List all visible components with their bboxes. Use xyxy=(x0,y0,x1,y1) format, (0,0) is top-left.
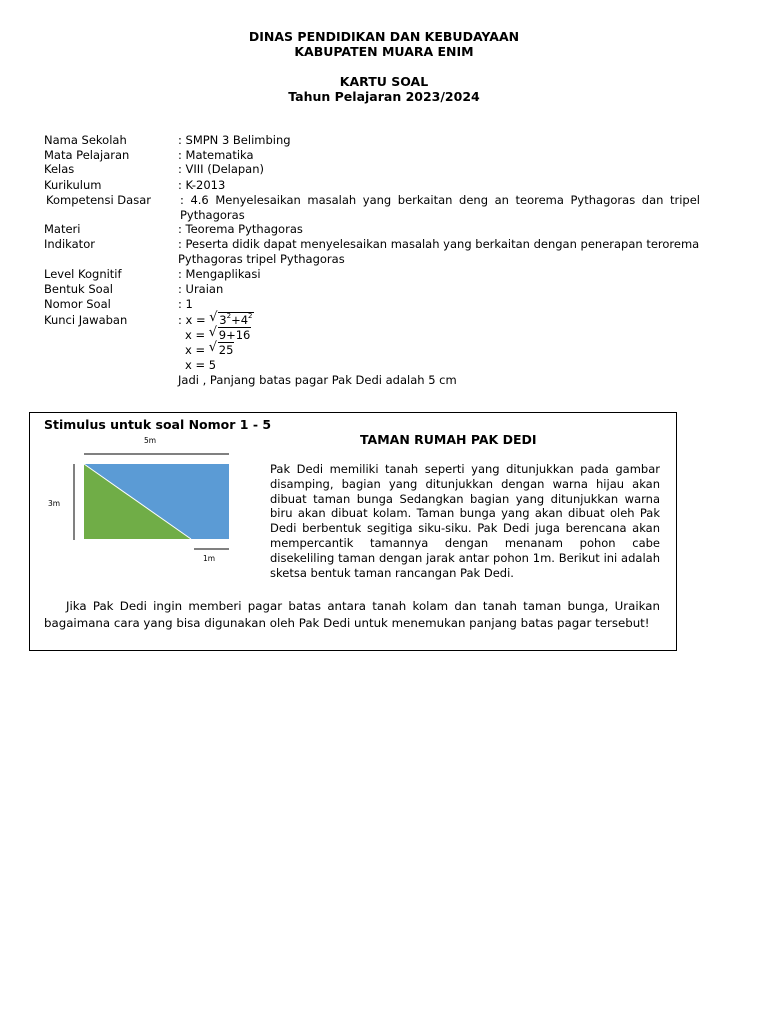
label-kurikulum: Kurikulum xyxy=(44,178,102,192)
label-kunci-jawaban: Kunci Jawaban xyxy=(44,313,128,327)
value-kelas: : VIII (Delapan) xyxy=(178,162,265,176)
answer-line-3 xyxy=(185,340,234,358)
label-level-kognitif: Level Kognitif xyxy=(44,267,122,281)
label-kompetensi-dasar: Kompetensi Dasar xyxy=(46,193,151,207)
answer-line-1-a: 3 xyxy=(219,313,227,327)
garden-sketch xyxy=(44,432,244,572)
label-bentuk-soal: Bentuk Soal xyxy=(44,282,113,296)
label-mata-pelajaran: Mata Pelajaran xyxy=(44,148,130,162)
label-kelas: Kelas xyxy=(44,162,75,176)
question-text: Jika Pak Dedi ingin memberi pagar batas antara tanah kolam dan tanah taman bunga, Uraikan bagaimana cara yang bisa digunakan oleh Pak Dedi untuk menemukan panjang batas pagar tersebut! xyxy=(44,599,660,630)
garden-diagram xyxy=(44,432,244,572)
exponent-b: 2 xyxy=(248,312,253,320)
value-bentuk-soal: : Uraian xyxy=(178,282,224,296)
answer-line-2 xyxy=(185,325,251,343)
value-level-kognitif: : Mengaplikasi xyxy=(178,267,261,281)
stimulus-title: Stimulus untuk soal Nomor 1 - 5 xyxy=(44,417,272,432)
label-nomor-soal: Nomor Soal xyxy=(44,297,111,311)
header-school-year: Tahun Pelajaran 2023/2024 xyxy=(288,89,480,104)
exponent-a: 2 xyxy=(226,312,232,320)
label-materi: Materi xyxy=(44,222,81,236)
answer-line-3-prefix: x = xyxy=(185,343,209,357)
diagram-top-label: 5m xyxy=(144,436,157,445)
answer-conclusion: Jadi , Panjang batas pagar Pak Dedi adalah 5 cm xyxy=(178,373,457,387)
answer-line-2-radicand: 9+16 xyxy=(218,328,251,342)
sqrt-icon: √ xyxy=(208,325,218,340)
value-indikator-line2: Pythagoras tripel Pythagoras xyxy=(178,252,345,266)
header-region: KABUPATEN MUARA ENIM xyxy=(294,44,474,59)
sqrt-icon: √ xyxy=(209,310,218,325)
value-nama-sekolah: : SMPN 3 Belimbing xyxy=(178,133,291,147)
answer-line-1-prefix: : x = xyxy=(178,313,210,327)
answer-line-1-plus: +4 xyxy=(231,313,249,327)
sqrt-expression-3 xyxy=(208,340,235,358)
stimulus-paragraph: Pak Dedi memiliki tanah seperti yang ditunjukkan pada gambar disamping, bagian yang ditunjukkan dengan warna hijau akan dibuat taman bunga Sedangkan bagian yang ditunjukkan warna biru akan dibuat kolam. Taman bunga yang akan dibuat oleh Pak Dedi berbentuk segitiga siku-siku. Pak Dedi juga berencana akan mempercantik tamannya dengan menanam pohon cabe disekeliling taman dengan jarak antar pohon 1m. Berikut ini adalah sketsa bentuk taman rancangan Pak Dedi. xyxy=(270,462,660,580)
value-kompetensi-dasar-line2: Pythagoras xyxy=(180,208,245,222)
answer-line-2-prefix: x = xyxy=(185,328,209,342)
answer-line-3-radicand: 25 xyxy=(218,343,234,357)
value-mata-pelajaran: : Matematika xyxy=(178,148,254,162)
sqrt-icon: √ xyxy=(208,340,218,355)
value-nomor-soal: : 1 xyxy=(178,297,193,311)
value-kurikulum: : K-2013 xyxy=(178,178,226,192)
answer-line-4: x = 5 xyxy=(185,358,217,372)
header-doc-title: KARTU SOAL xyxy=(339,74,429,89)
value-materi: : Teorema Pythagoras xyxy=(178,222,303,236)
label-indikator: Indikator xyxy=(44,237,95,251)
diagram-bottom-label: 1m xyxy=(203,554,216,563)
value-indikator-line1: : Peserta didik dapat menyelesaikan masalah yang berkaitan dengan penerapan terorema xyxy=(178,237,700,251)
value-kompetensi-dasar-line1: : 4.6 Menyelesaikan masalah yang berkaitan deng an teorema Pythagoras dan tripel xyxy=(180,193,700,207)
diagram-left-label: 3m xyxy=(48,499,61,508)
label-nama-sekolah: Nama Sekolah xyxy=(44,133,127,147)
stimulus-question xyxy=(44,598,660,632)
header-agency: DINAS PENDIDIKAN DAN KEBUDAYAAN xyxy=(248,29,520,44)
stimulus-subtitle: TAMAN RUMAH PAK DEDI xyxy=(360,432,537,447)
